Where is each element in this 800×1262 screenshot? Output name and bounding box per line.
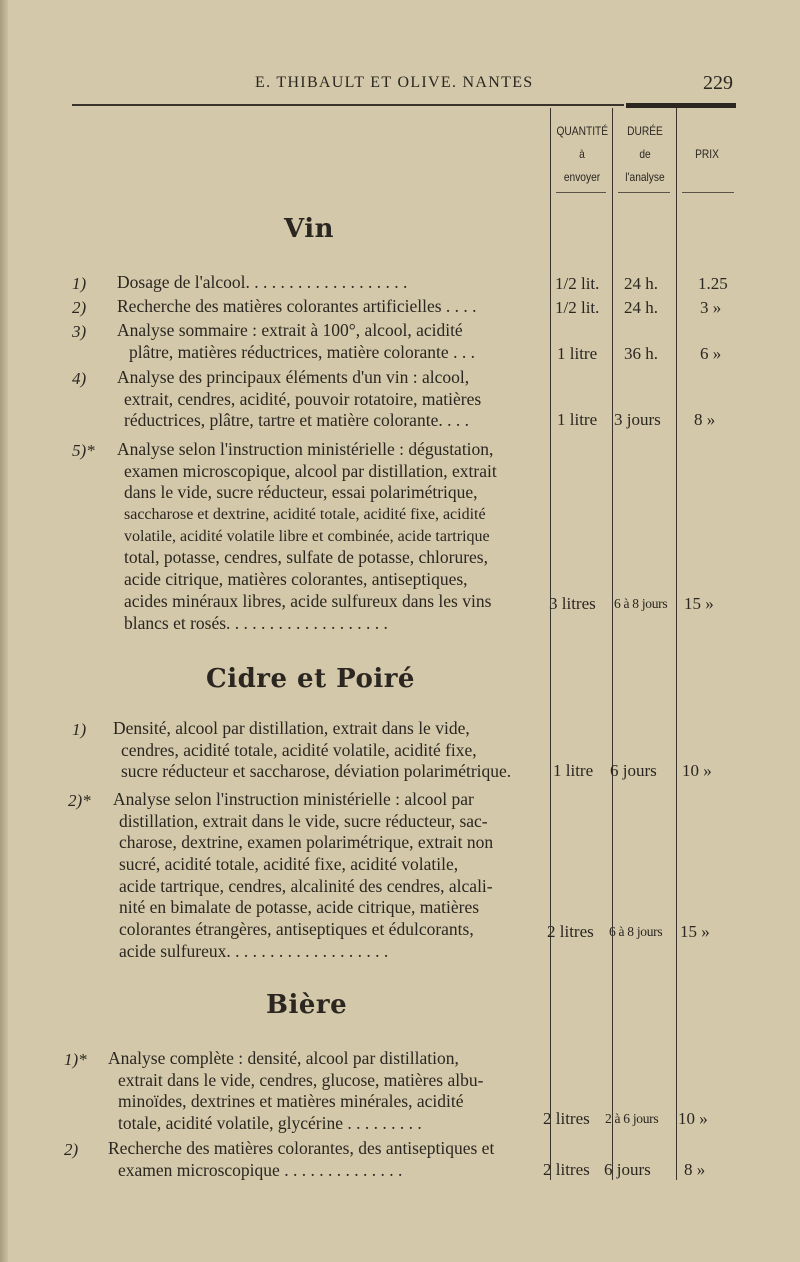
quantity-value: 1 litre — [557, 410, 598, 429]
item-description — [108, 1048, 541, 1135]
column-head-line: QUANTITÉ — [556, 124, 609, 138]
price-value: 8 » — [684, 1160, 706, 1179]
duration-value: 24 h. — [624, 298, 658, 317]
page-edge — [0, 0, 8, 1262]
column-head-rule — [682, 192, 734, 193]
column-head-line: de — [639, 147, 651, 161]
description-line: acide tartrique, cendres, alcalinité des cendres, alcali- — [119, 875, 493, 896]
column-head-line: à — [579, 147, 585, 161]
item-description — [117, 272, 545, 294]
price-value: 3 » — [700, 298, 722, 317]
running-head: E. THIBAULT ET OLIVE. NANTES — [255, 74, 534, 91]
description-line: examen microscopique . . . . . . . . . . . . . . — [118, 1159, 403, 1180]
column-head-line: envoyer — [563, 170, 601, 184]
quantity-value: 2 litres — [543, 1160, 590, 1179]
description-line: saccharose et dextrine, acidité totale, acidité fixe, acidité — [124, 506, 486, 524]
column-head-line: l'analyse — [625, 170, 665, 184]
description-line: Analyse des principaux éléments d'un vin : alcool, — [117, 367, 470, 387]
description-line: plâtre, matières réductrices, matière colorante . . . — [129, 341, 475, 362]
item-number: 1) — [72, 720, 87, 739]
section-title-biere: Bière — [266, 990, 348, 1020]
column-head-prix — [682, 143, 731, 166]
description-line: nité en bimalate de potasse, acide citrique, matières — [119, 897, 480, 918]
header-rule-thick — [626, 103, 736, 108]
column-head-rule — [556, 192, 606, 193]
description-line: Densité, alcool par distillation, extrait dans le vide, — [113, 718, 470, 738]
item-description — [108, 1138, 541, 1181]
item-description — [113, 789, 545, 963]
price-value: 15 » — [680, 922, 710, 941]
duration-value: 6 à 8 jours — [609, 924, 663, 939]
column-head-quantite — [557, 120, 608, 189]
column-head-rule — [618, 192, 670, 193]
duration-value: 6 jours — [604, 1160, 651, 1179]
item-number: 5)* — [72, 441, 95, 460]
duration-value: 36 h. — [624, 344, 658, 363]
item-description — [117, 296, 545, 318]
price-value: 1.25 — [698, 274, 728, 293]
quantity-value: 2 litres — [543, 1109, 590, 1128]
description-line: sucré, acidité totale, acidité fixe, acidité volatile, — [119, 854, 459, 875]
item-number: 2) — [72, 298, 87, 317]
section-title-vin: Vin — [284, 214, 334, 244]
description-line: examen microscopique, alcool par distillation, extrait — [124, 460, 497, 481]
description-line: Analyse sommaire : extrait à 100°, alcool, acidité — [117, 320, 463, 340]
description-line: minoïdes, dextrines et matières minérales, acidité — [118, 1091, 464, 1112]
description-line: réductrices, plâtre, tartre et matière colorante. . . . — [124, 410, 469, 431]
description-line: extrait dans le vide, cendres, glucose, matières albu- — [118, 1069, 484, 1090]
description-line: Recherche des matières colorantes, des antiseptiques et — [108, 1138, 495, 1158]
item-number: 3) — [72, 322, 87, 341]
description-line: dans le vide, sucre réducteur, essai polarimétrique, — [124, 482, 478, 503]
description-line: extrait, cendres, acidité, pouvoir rotatoire, matières — [124, 388, 482, 409]
item-number: 1)* — [64, 1050, 87, 1069]
page-number: 229 — [703, 72, 733, 94]
price-value: 6 » — [700, 344, 722, 363]
description-line: Analyse selon l'instruction ministérielle : alcool par — [113, 789, 474, 809]
description-line: acide sulfureux. . . . . . . . . . . . . . . . . . . — [119, 940, 389, 961]
description-line: cendres, acidité totale, acidité volatile, acidité fixe, — [121, 739, 477, 760]
description-line: Recherche des matières colorantes artificielles . . . . — [117, 296, 477, 316]
description-line: volatile, acidité volatile libre et combinée, acide tartrique — [124, 527, 490, 545]
price-value: 10 » — [678, 1109, 708, 1128]
item-number: 2) — [64, 1140, 79, 1159]
description-line: blancs et rosés. . . . . . . . . . . . . . . . . . . — [124, 612, 388, 633]
duration-value: 24 h. — [624, 274, 658, 293]
column-divider — [550, 108, 551, 1180]
item-number: 2)* — [68, 791, 91, 810]
duration-value: 2 à 6 jours — [605, 1111, 659, 1126]
item-description — [117, 320, 545, 363]
duration-value: 6 à 8 jours — [614, 596, 668, 611]
price-value: 15 » — [684, 594, 714, 613]
quantity-value: 1/2 lit. — [555, 298, 600, 317]
description-line: charose, dextrine, examen polarimétrique, extrait non — [119, 832, 494, 853]
column-head-line: PRIX — [695, 147, 719, 161]
column-head-line: DURÉE — [627, 124, 663, 138]
item-number: 1) — [72, 274, 87, 293]
item-description — [117, 439, 545, 634]
description-line: distillation, extrait dans le vide, sucre réducteur, sac- — [119, 810, 488, 831]
duration-value: 6 jours — [610, 761, 657, 780]
item-number: 4) — [72, 369, 87, 388]
price-value: 8 » — [694, 410, 716, 429]
quantity-value: 2 litres — [547, 922, 594, 941]
description-line: acides minéraux libres, acide sulfureux dans les vins — [124, 590, 492, 611]
quantity-value: 1 litre — [557, 344, 598, 363]
description-line: Dosage de l'alcool. . . . . . . . . . . . . . . . . . . — [117, 272, 408, 292]
quantity-value: 1 litre — [553, 761, 594, 780]
section-title-cidre: Cidre et Poiré — [206, 664, 415, 694]
quantity-value: 1/2 lit. — [555, 274, 600, 293]
duration-value: 3 jours — [614, 410, 661, 429]
item-description — [113, 718, 545, 783]
price-value: 10 » — [682, 761, 712, 780]
description-line: acide citrique, matières colorantes, antiseptiques, — [124, 569, 468, 590]
description-line: Analyse complète : densité, alcool par distillation, — [108, 1048, 459, 1068]
column-divider — [676, 108, 677, 1180]
description-line: total, potasse, cendres, sulfate de potasse, chlorures, — [124, 547, 488, 568]
description-line: colorantes étrangères, antiseptiques et édulcorants, — [119, 919, 474, 940]
description-line: Analyse selon l'instruction ministérielle : dégustation, — [117, 439, 494, 459]
description-line: totale, acidité volatile, glycérine . . . . . . . . . — [118, 1113, 422, 1134]
column-head-duree — [619, 120, 672, 189]
quantity-value: 3 litres — [549, 594, 596, 613]
header-rule — [72, 104, 624, 106]
description-line: sucre réducteur et saccharose, déviation polarimétrique. — [121, 761, 512, 782]
column-divider — [612, 108, 613, 1180]
item-description — [117, 367, 545, 432]
